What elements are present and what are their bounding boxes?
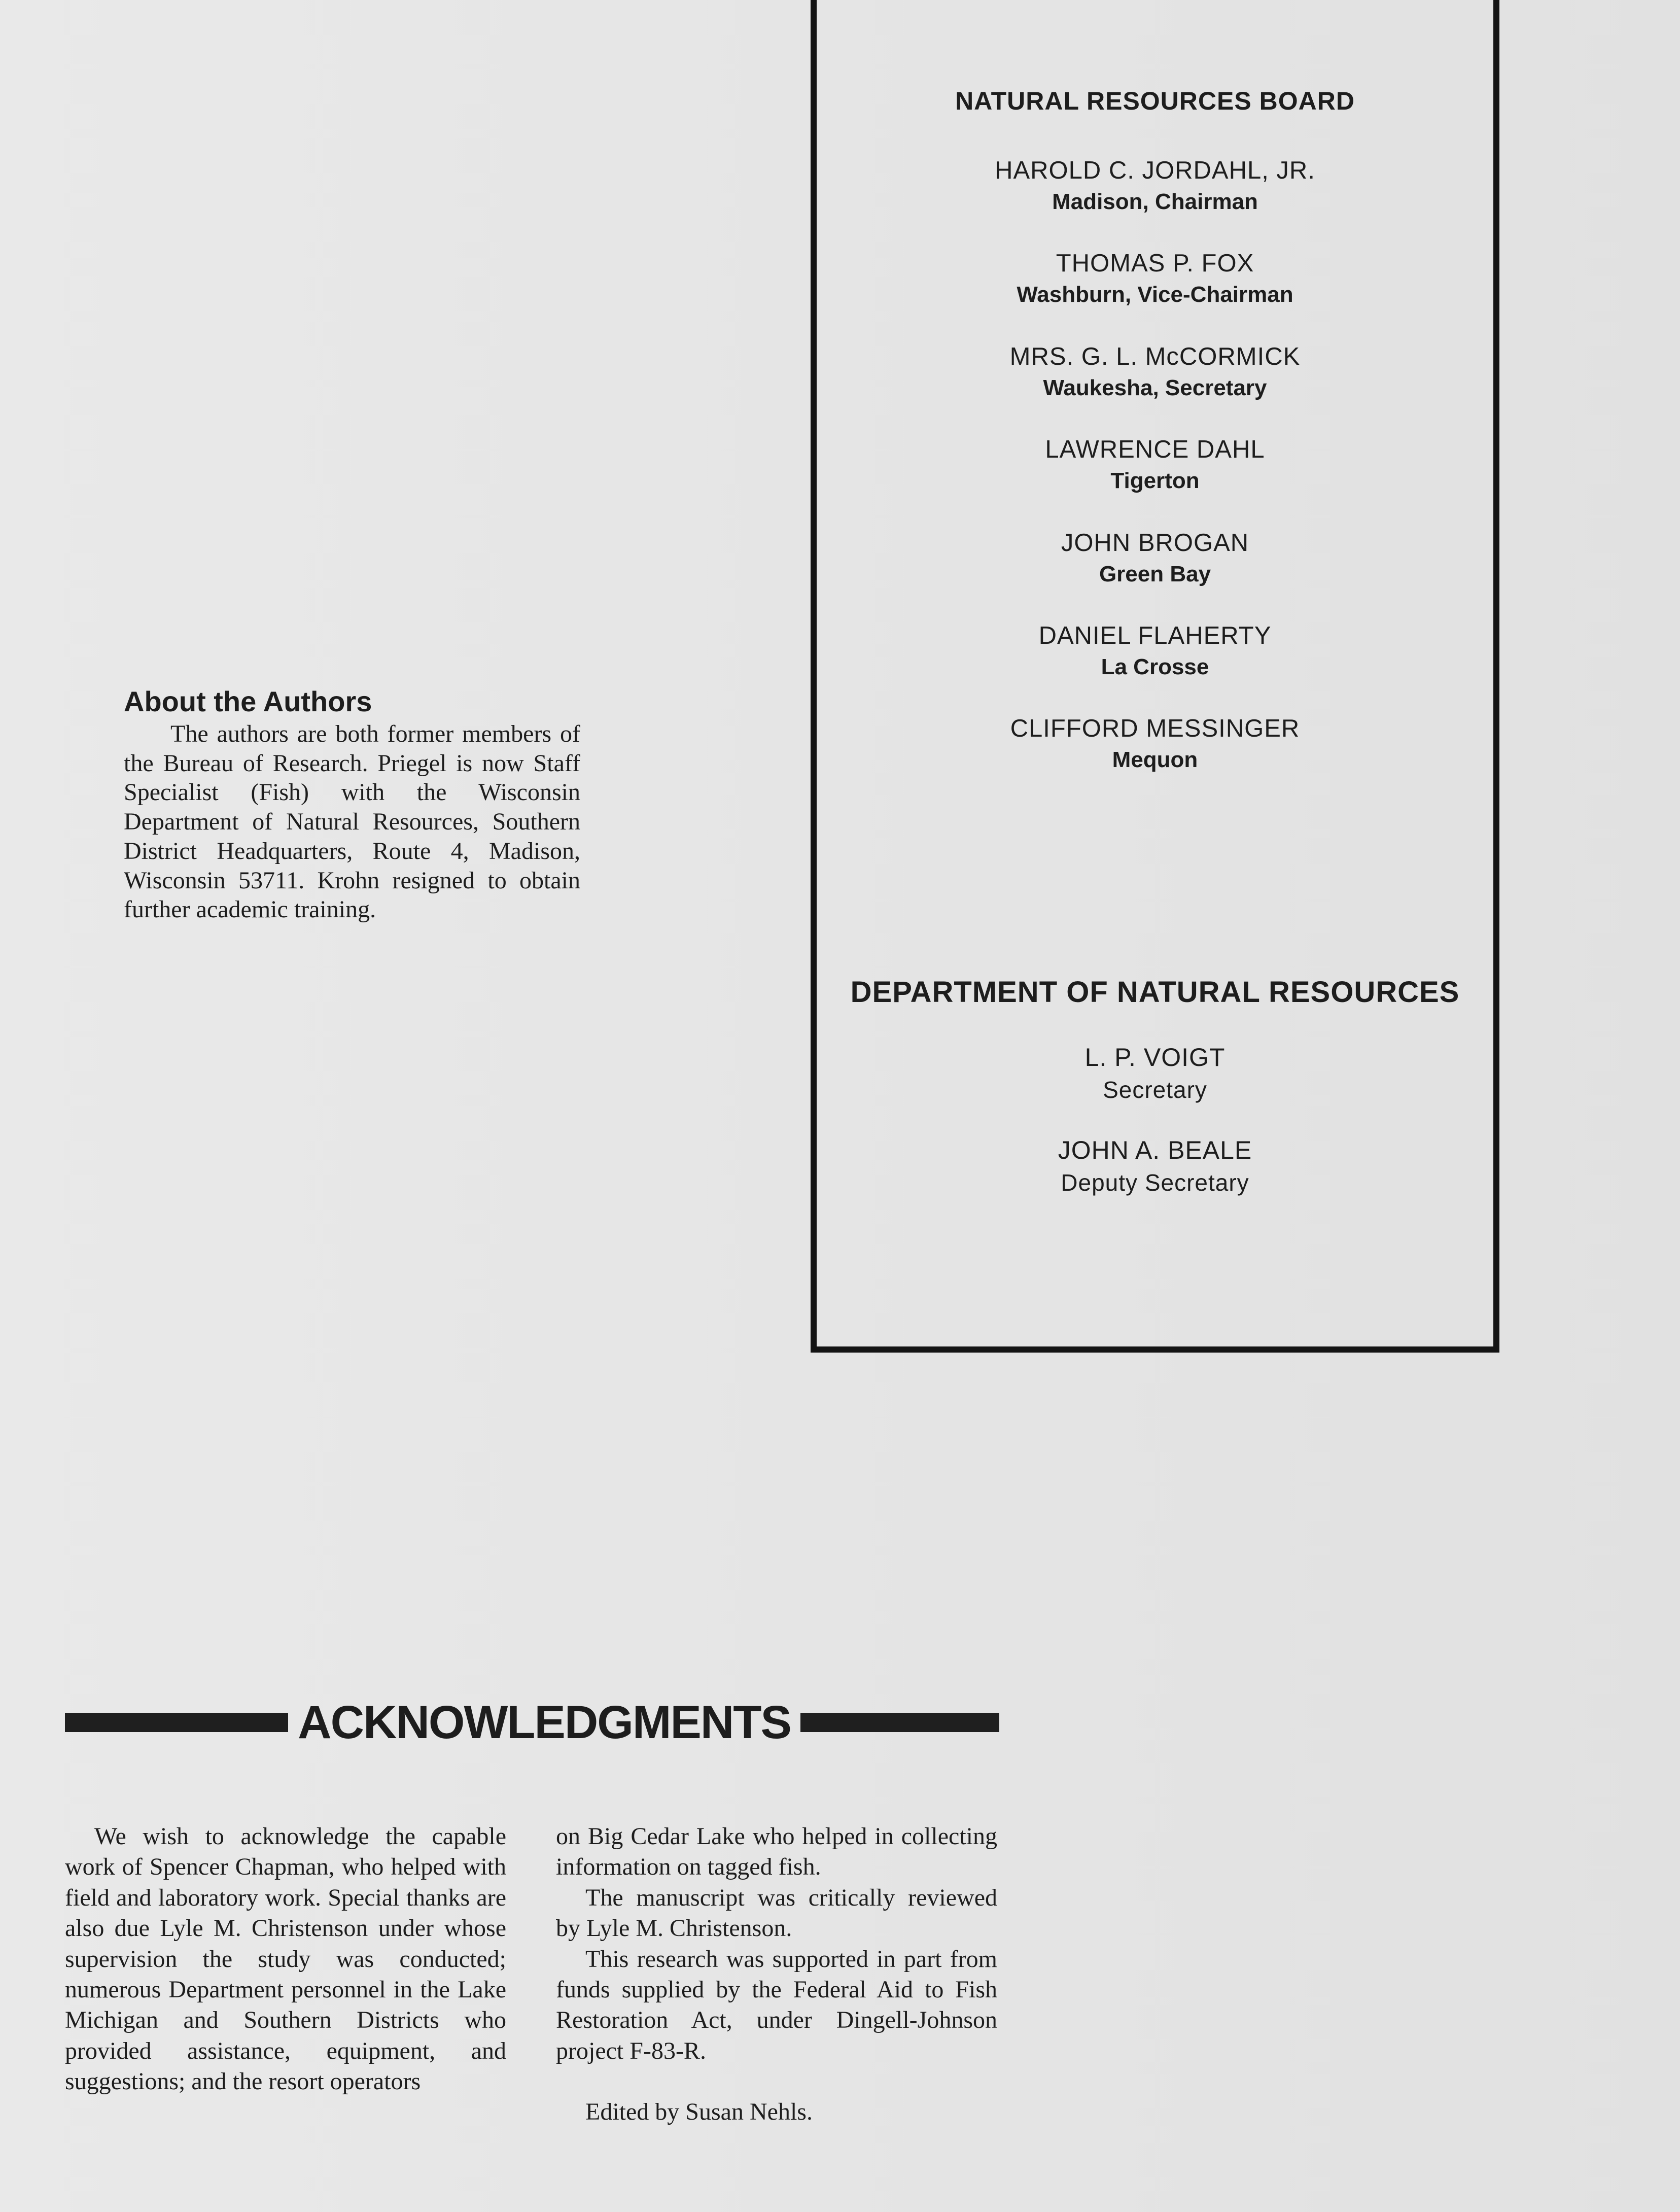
board-member bbox=[817, 527, 1493, 590]
acknowledgments-paragraph: This research was supported in part from funds supplied by the Federal Aid to Fish Restoration Act, under Dingell-Johnson project F-83-R. bbox=[556, 1945, 997, 2064]
board-member bbox=[817, 620, 1493, 683]
member-name: MRS. G. L. McCORMICK bbox=[1009, 343, 1301, 370]
board-box bbox=[811, 0, 1499, 1353]
about-authors-text: The authors are both former members of the Bureau of Research. Priegel is now Staff Specialist (Fish) with the Wisconsin Department of Natural Resources, Southern District Headquarters, Route 4, Madison, Wisconsin 53711. Krohn resigned to obtain further academic training. bbox=[124, 720, 580, 923]
acknowledgments-title: ACKNOWLEDGMENTS bbox=[298, 1697, 791, 1748]
board-member bbox=[817, 248, 1493, 310]
board-heading: NATURAL RESOURCES BOARD bbox=[955, 87, 1355, 115]
officer-name: L. P. VOIGT bbox=[1084, 1043, 1226, 1072]
member-role: Green Bay bbox=[1099, 562, 1211, 586]
department-heading: DEPARTMENT OF NATURAL RESOURCES bbox=[850, 976, 1460, 1009]
member-role: Tigerton bbox=[1110, 468, 1200, 493]
department-officer bbox=[817, 1041, 1493, 1106]
officer-role: Deputy Secretary bbox=[1061, 1169, 1249, 1196]
acknowledgments-column-right bbox=[556, 1821, 997, 2128]
member-name: DANIEL FLAHERTY bbox=[1038, 622, 1272, 649]
member-role: Mequon bbox=[1112, 747, 1198, 772]
member-role: Washburn, Vice-Chairman bbox=[1017, 282, 1293, 307]
member-role: La Crosse bbox=[1101, 654, 1209, 679]
acknowledgments-paragraph: We wish to acknowledge the capable work of Spencer Chapman, who helped with field and laboratory work. Special thanks are also due Lyle M. Christenson under whose supervision the study was conducted; numerous Department personnel in the Lake Michigan and Southern Districts who provided assistance, equipment, and suggestions; and the resort operators bbox=[65, 1823, 506, 2095]
board-member bbox=[817, 155, 1493, 218]
about-authors-section bbox=[124, 684, 580, 924]
member-role: Madison, Chairman bbox=[1052, 189, 1258, 214]
header-rule bbox=[800, 1713, 999, 1732]
member-name: CLIFFORD MESSINGER bbox=[1010, 715, 1300, 742]
member-name: LAWRENCE DAHL bbox=[1045, 436, 1265, 463]
acknowledgments-paragraph: on Big Cedar Lake who helped in collecting information on tagged fish. bbox=[556, 1823, 997, 1881]
header-rule bbox=[65, 1713, 288, 1732]
member-name: HAROLD C. JORDAHL, JR. bbox=[995, 157, 1315, 184]
board-member bbox=[817, 341, 1493, 404]
board-member bbox=[817, 434, 1493, 497]
acknowledgments-header bbox=[65, 1695, 999, 1750]
acknowledgments-column-left bbox=[65, 1821, 506, 2097]
department-officer bbox=[817, 1134, 1493, 1199]
board-member bbox=[817, 713, 1493, 776]
member-name: JOHN BROGAN bbox=[1061, 529, 1249, 557]
member-name: THOMAS P. FOX bbox=[1056, 250, 1254, 277]
acknowledgments-paragraph: The manuscript was critically reviewed by Lyle M. Christenson. bbox=[556, 1884, 997, 1942]
officer-name: JOHN A. BEALE bbox=[1058, 1136, 1252, 1164]
officer-role: Secretary bbox=[1103, 1077, 1207, 1103]
editor-credit: Edited by Susan Nehls. bbox=[585, 2098, 813, 2126]
about-authors-title: About the Authors bbox=[124, 685, 372, 717]
member-role: Waukesha, Secretary bbox=[1043, 375, 1267, 400]
